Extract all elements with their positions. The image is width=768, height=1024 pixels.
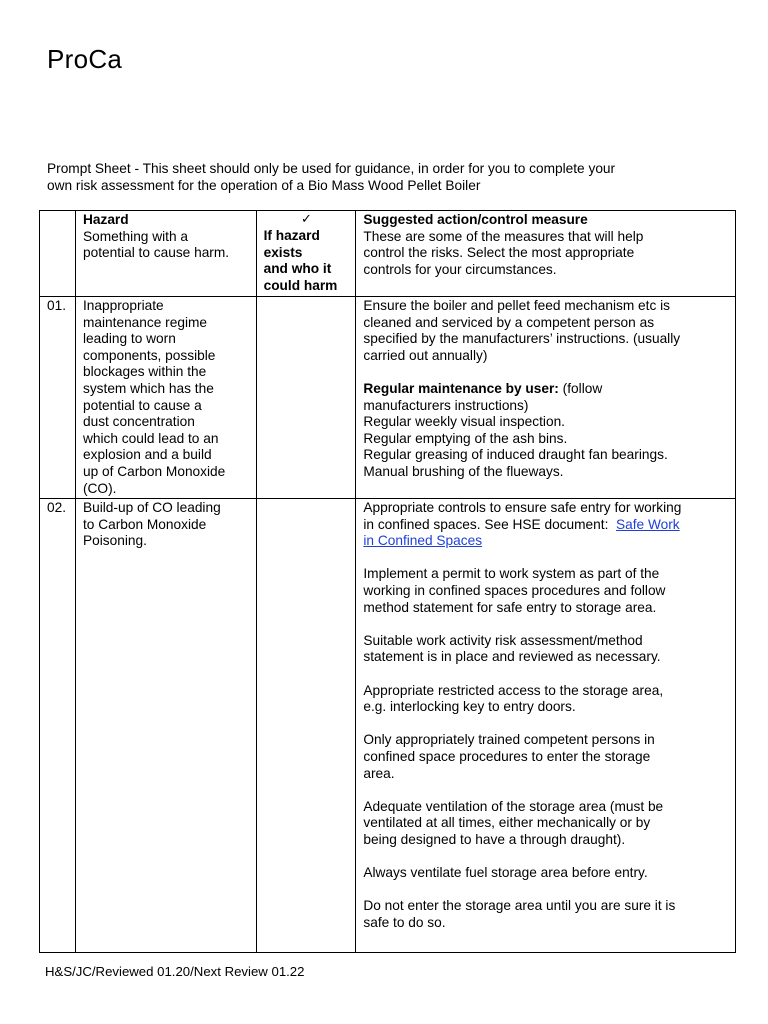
- row-number: 01.: [40, 297, 76, 499]
- row-check-cell[interactable]: [256, 297, 356, 499]
- table-row: [40, 297, 736, 499]
- maintenance-heading: Regular maintenance by user:: [363, 380, 559, 396]
- header-hazard-desc: Something with a: [82, 228, 188, 244]
- header-check-label: exists: [263, 244, 303, 260]
- action-line: Suitable work activity risk assessment/method: [363, 632, 643, 648]
- row-check-cell[interactable]: [256, 499, 356, 953]
- action-line: specified by the manufacturers’ instructions. (usually: [363, 331, 681, 347]
- action-line: Only appropriately trained competent persons in: [363, 732, 655, 748]
- header-hazard-title: Hazard: [82, 212, 129, 227]
- header-action-title: Suggested action/control measure: [363, 212, 588, 227]
- action-text: in confined spaces. See HSE document:: [363, 516, 616, 532]
- action-line: Implement a permit to work system as part of the: [363, 566, 660, 582]
- intro-text: [47, 161, 737, 194]
- hazard-line: components, possible: [82, 347, 216, 363]
- row-action: [356, 297, 736, 499]
- checkmark-icon: ✓: [301, 212, 312, 227]
- hazard-line: up of Carbon Monoxide: [82, 463, 226, 479]
- action-line: [363, 533, 729, 550]
- safe-work-link[interactable]: Safe Work: [615, 516, 680, 532]
- header-action-desc: controls for your circumstances.: [363, 261, 557, 277]
- header-hazard-desc: potential to cause harm.: [82, 245, 230, 261]
- hazard-line: Poisoning.: [82, 533, 147, 549]
- action-line: [363, 381, 729, 398]
- intro-line: Prompt Sheet - This sheet should only be used for guidance, in order for you to complete your: [47, 161, 616, 176]
- action-line: Regular weekly visual inspection.: [363, 414, 565, 430]
- document-title: ProCa: [47, 44, 123, 74]
- header-number-cell: [40, 211, 76, 297]
- hazard-line: dust concentration: [82, 414, 195, 430]
- action-line: e.g. interlocking key to entry doors.: [363, 699, 576, 715]
- row-hazard: [75, 499, 256, 953]
- action-line: confined space procedures to enter the storage: [363, 748, 651, 764]
- hazard-line: Inappropriate: [82, 298, 164, 313]
- confined-spaces-link[interactable]: in Confined Spaces: [363, 533, 483, 549]
- row-number: 02.: [40, 499, 76, 953]
- risk-assessment-table: [39, 210, 736, 953]
- hazard-line: explosion and a build: [82, 447, 212, 463]
- header-check-cell: [256, 211, 356, 297]
- action-line: area.: [363, 765, 395, 781]
- action-line: Do not enter the storage area until you are sure it is: [363, 898, 676, 914]
- row-hazard: [75, 297, 256, 499]
- hazard-line: potential to cause a: [82, 397, 202, 413]
- header-check-label: could harm: [263, 277, 338, 293]
- header-action-desc: control the risks. Select the most appropriate: [363, 245, 635, 261]
- maintenance-heading-rest: (follow: [558, 380, 603, 396]
- hazard-line: leading to worn: [82, 331, 176, 347]
- header-check-label: and who it: [263, 261, 332, 277]
- hazard-line: (CO).: [82, 480, 117, 496]
- action-line: statement is in place and reviewed as necessary.: [363, 649, 661, 665]
- action-line: method statement for safe entry to storage area.: [363, 599, 657, 615]
- hazard-line: which could lead to an: [82, 430, 219, 446]
- action-line: safe to do so.: [363, 914, 446, 930]
- action-line: working in confined spaces procedures and follow: [363, 582, 666, 598]
- hazard-line: maintenance regime: [82, 314, 208, 330]
- header-hazard-cell: [75, 211, 256, 297]
- action-line: Regular emptying of the ash bins.: [363, 430, 568, 446]
- action-line: carried out annually): [363, 347, 488, 363]
- hazard-line: Build-up of CO leading: [82, 500, 221, 515]
- action-line: Adequate ventilation of the storage area (must be: [363, 798, 664, 814]
- header-action-cell: [356, 211, 736, 297]
- header-action-desc: These are some of the measures that will help: [363, 228, 644, 244]
- table-header-row: [40, 211, 736, 297]
- hazard-line: system which has the: [82, 380, 214, 396]
- row-action: [356, 499, 736, 953]
- table-row: [40, 499, 736, 953]
- hazard-line: blockages within the: [82, 364, 207, 380]
- action-line: ventilated at all times, either mechanically or by: [363, 815, 651, 831]
- action-line: Regular greasing of induced draught fan bearings.: [363, 447, 668, 463]
- header-check-label: If hazard: [263, 228, 320, 243]
- action-line: [363, 517, 729, 534]
- action-line: Manual brushing of the flueways.: [363, 463, 564, 479]
- action-line: Appropriate controls to ensure safe entry for working: [363, 500, 682, 515]
- intro-line: own risk assessment for the operation of a Bio Mass Wood Pellet Boiler: [47, 177, 481, 193]
- action-line: Appropriate restricted access to the storage area,: [363, 682, 664, 698]
- footer-review-note: H&S/JC/Reviewed 01.20/Next Review 01.22: [45, 964, 305, 979]
- action-line: cleaned and serviced by a competent person as: [363, 314, 655, 330]
- action-line: Ensure the boiler and pellet feed mechanism etc is: [363, 298, 670, 313]
- action-line: Always ventilate fuel storage area before entry.: [363, 865, 648, 881]
- hazard-line: to Carbon Monoxide: [82, 516, 207, 532]
- action-line: manufacturers instructions): [363, 397, 529, 413]
- action-line: being designed to have a through draught).: [363, 831, 626, 847]
